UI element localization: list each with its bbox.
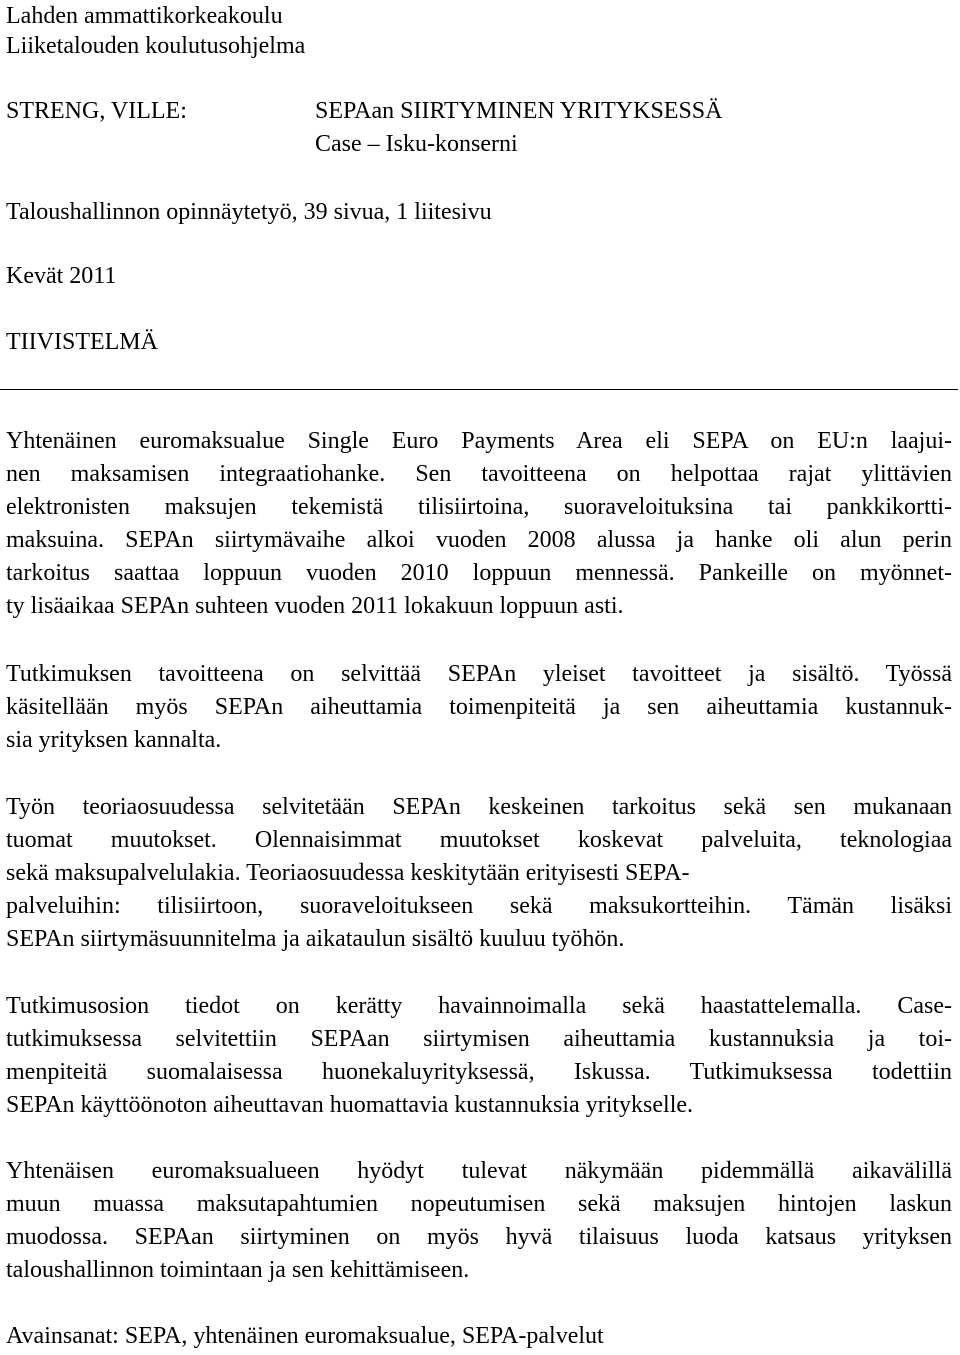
thesis-title: SEPAan SIIRTYMINEN YRITYKSESSÄ [315, 98, 723, 124]
paragraph-line: muodossa. SEPAan siirtyminen on myös hyvä tilaisuus luoda katsaus yrityksen [6, 1224, 952, 1250]
abstract-paragraph-2 [6, 658, 952, 757]
thesis-subtitle: Case – Isku-konserni [315, 131, 518, 157]
paragraph-line: menpiteitä suomalaisessa huonekaluyrityksessä, Iskussa. Tutkimuksessa todettiin [6, 1059, 952, 1085]
paragraph-line: käsitellään myös SEPAn aiheuttamia toimenpiteitä ja sen aiheuttamia kustannuk- [6, 694, 952, 720]
paragraph-line: taloushallinnon toimintaan ja sen kehittämiseen. [6, 1257, 470, 1283]
paragraph-line: Tutkimuksen tavoitteena on selvittää SEPAn yleiset tavoitteet ja sisältö. Työssä [6, 661, 952, 687]
paragraph-line: tarkoitus saattaa loppuun vuoden 2010 loppuun mennessä. Pankeille on myönnet- [6, 560, 952, 586]
paragraph-line: Työn teoriaosuudessa selvitetään SEPAn keskeinen tarkoitus sekä sen mukanaan [6, 794, 952, 820]
paragraph-line: sia yrityksen kannalta. [6, 727, 222, 753]
abstract-paragraph-5 [6, 1155, 952, 1287]
paragraph-line: Yhtenäinen euromaksualue Single Euro Payments Area eli SEPA on EU:n laajui- [6, 428, 952, 454]
paragraph-line: ty lisäaikaa SEPAn suhteen vuoden 2011 lokakuun loppuun asti. [6, 593, 624, 619]
thesis-info: Taloushallinnon opinnäytetyö, 39 sivua, 1 liitesivu [6, 199, 492, 225]
paragraph-line: Tutkimusosion tiedot on kerätty havainnoimalla sekä haastattelemalla. Case- [6, 993, 952, 1019]
paragraph-line: sekä maksupalvelulakia. Teoriaosuudessa keskitytään erityisesti SEPA- [6, 860, 690, 886]
paragraph-line: nen maksamisen integraatiohanke. Sen tavoitteena on helpottaa rajat ylittävien [6, 461, 952, 487]
paragraph-line: SEPAn käyttöönoton aiheuttavan huomattavia kustannuksia yritykselle. [6, 1092, 694, 1118]
paragraph-line: Yhtenäisen euromaksualueen hyödyt tulevat näkymään pidemmällä aikavälillä [6, 1158, 952, 1184]
institution-name: Lahden ammattikorkeakoulu [6, 3, 283, 29]
paragraph-line: elektronisten maksujen tekemistä tilisiirtoina, suoraveloituksina tai pankkikortti- [6, 494, 952, 520]
paragraph-line: tuomat muutokset. Olennaisimmat muutokset koskevat palveluita, teknologiaa [6, 827, 952, 853]
paragraph-line: maksuina. SEPAn siirtymävaihe alkoi vuoden 2008 alussa ja hanke oli alun perin [6, 527, 952, 553]
abstract-paragraph-4 [6, 990, 952, 1122]
term: Kevät 2011 [6, 263, 117, 289]
section-heading: TIIVISTELMÄ [6, 329, 158, 355]
paragraph-line: tutkimuksessa selvitettiin SEPAan siirtymisen aiheuttamia kustannuksia ja toi- [6, 1026, 952, 1052]
keywords-line: Avainsanat: SEPA, yhtenäinen euromaksualue, SEPA-palvelut [6, 1323, 604, 1349]
paragraph-line: palveluihin: tilisiirtoon, suoraveloitukseen sekä maksukortteihin. Tämän lisäksi [6, 893, 952, 919]
author-name: STRENG, VILLE: [6, 98, 187, 124]
programme-name: Liiketalouden koulutusohjelma [6, 33, 306, 59]
paragraph-line: SEPAn siirtymäsuunnitelma ja aikataulun sisältö kuuluu työhön. [6, 926, 625, 952]
horizontal-rule [0, 389, 958, 390]
keywords [6, 1320, 952, 1353]
paragraph-line: muun muassa maksutapahtumien nopeutumisen sekä maksujen hintojen laskun [6, 1191, 952, 1217]
abstract-paragraph-1 [6, 425, 952, 623]
abstract-paragraph-3 [6, 791, 952, 956]
